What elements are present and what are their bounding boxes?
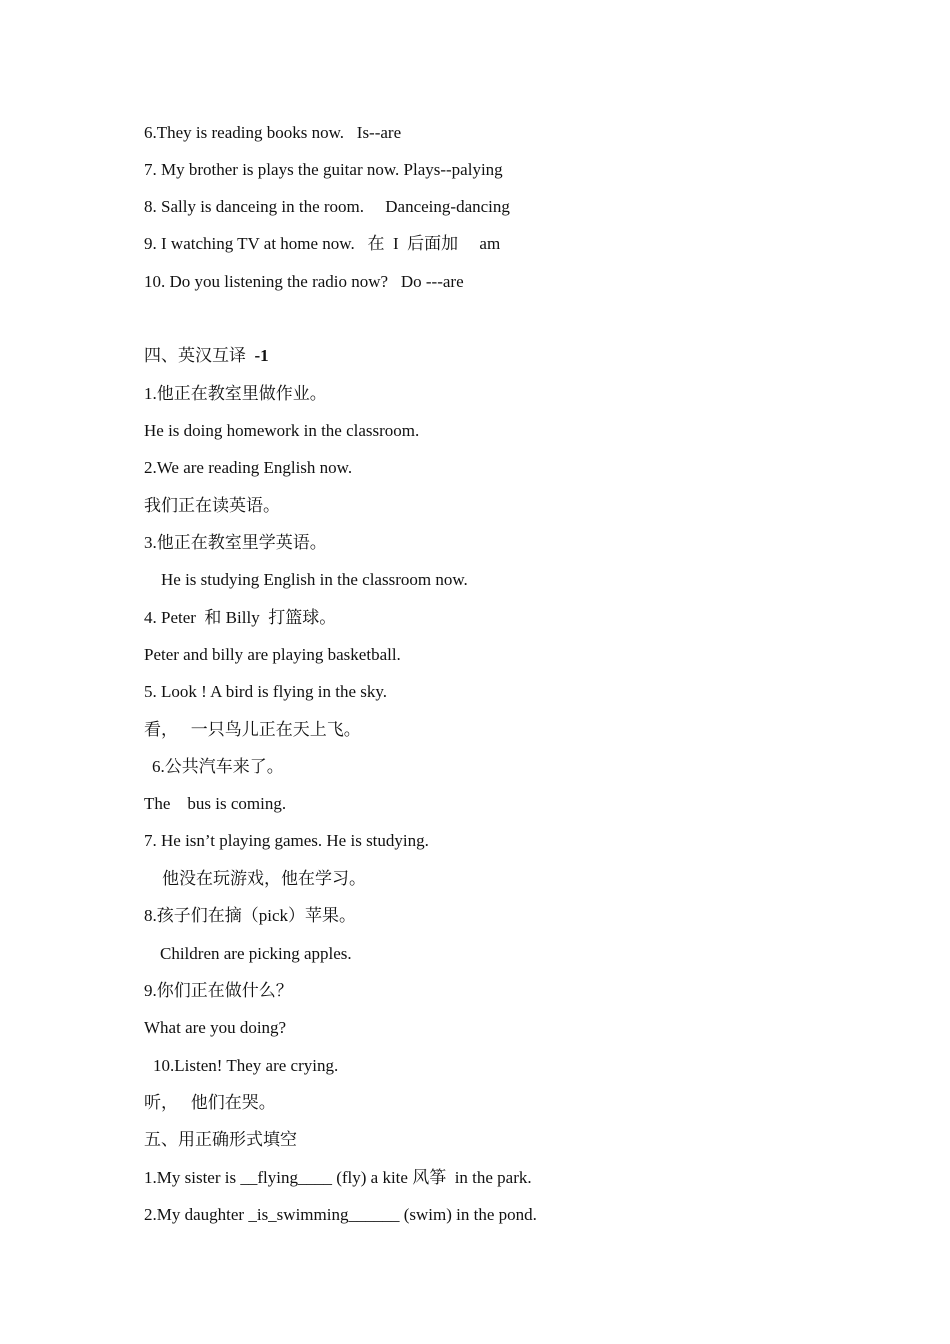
translation-line: 1.他正在教室里做作业。	[144, 384, 327, 403]
section-heading-text: 四、英汉互译	[144, 346, 246, 365]
section-heading	[144, 346, 269, 366]
section-heading: 五、用正确形式填空	[144, 1130, 297, 1149]
translation-line: 听， 他们在哭。	[144, 1093, 276, 1112]
translation-line: 看， 一只鸟儿正在天上飞。	[144, 720, 361, 739]
translation-line: Peter and billy are playing basketball.	[144, 645, 401, 664]
fill-blank-line: 1.My sister is __flying____ (fly) a kite 风筝 in the park.	[144, 1168, 532, 1187]
translation-line: 9.你们正在做什么？	[144, 981, 293, 1000]
exercise-line: 8. Sally is danceing in the room. Danceing-dancing	[144, 197, 510, 216]
translation-line: 4. Peter 和 Billy 打篮球。	[144, 608, 337, 627]
translation-line: 6.公共汽车来了。	[152, 757, 284, 776]
fill-blank-line: 2.My daughter _is_swimming______ (swim) in the pond.	[144, 1205, 537, 1224]
exercise-line: 10. Do you listening the radio now? Do ---are	[144, 272, 464, 291]
section-heading-suffix: -1	[254, 346, 269, 365]
translation-line: 8.孩子们在摘（pick）苹果。	[144, 906, 357, 925]
translation-line: Children are picking apples.	[160, 944, 352, 963]
translation-line: 7. He isn’t playing games. He is studying.	[144, 831, 429, 850]
translation-line: 2.We are reading English now.	[144, 458, 353, 477]
exercise-line: 6.They is reading books now. Is--are	[144, 123, 402, 142]
translation-line: 我们正在读英语。	[144, 496, 280, 515]
translation-line: He is studying English in the classroom now.	[161, 570, 468, 589]
translation-line: 10.Listen! They are crying.	[153, 1056, 339, 1075]
translation-line: He is doing homework in the classroom.	[144, 421, 420, 440]
translation-line: 他没在玩游戏，他在学习。	[162, 869, 366, 888]
translation-line: 3.他正在教室里学英语。	[144, 533, 327, 552]
translation-line: What are you doing?	[144, 1018, 287, 1037]
exercise-line: 9. I watching TV at home now. 在 I 后面加 am	[144, 234, 501, 253]
translation-line: The bus is coming.	[144, 794, 287, 813]
exercise-line: 7. My brother is plays the guitar now. Plays--palying	[144, 160, 503, 179]
translation-line: 5. Look ! A bird is flying in the sky.	[144, 682, 388, 701]
